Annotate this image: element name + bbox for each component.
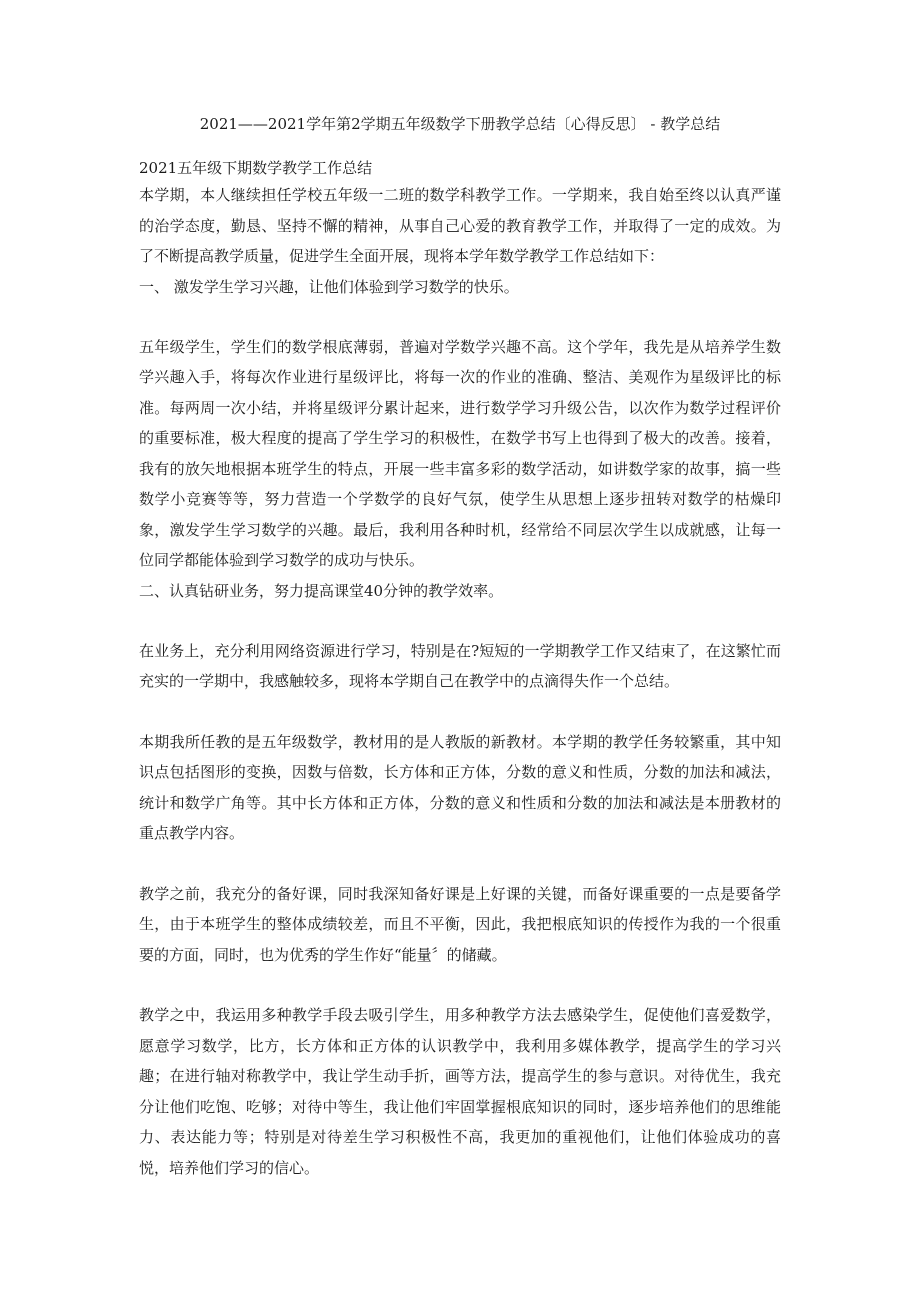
section-1-paragraph: 五年级学生，学生们的数学根底薄弱，普遍对学数学兴趣不高。这个学年，我先是从培养学生数学兴趣入手，将每次作业进行星级评比，将每一次的作业的准确、整洁、美观作为星级评比的标准。每两周一次小结，并将星级评分累计起来，进行数学学习升级公告，以次作为数学过程评价的重要标准，极大程度的提高了学生学习的积极性，在数学书写上也得到了极大的改善。接着，我有的放矢地根据本班学生的特点，开展一些丰富多彩的数学活动，如讲数学家的故事，搞一些数学小竞赛等等，努力营造一个学数学的良好气氛，使学生从思想上逐步扭转对数学的枯燥印象，激发学生学习数学的兴趣。最后，我利用各种时机，经常给不同层次学生以成就感，让每一位同学都能体验到学习数学的成功与快乐。	[139, 337, 781, 569]
section-2-paragraph-3: 教学之前，我充分的备好课，同时我深知备好课是上好课的关键，而备好课重要的一点是要备学生，由于本班学生的整体成绩较差，而且不平衡，因此，我把根底知识的传授作为我的一个很重要的方面，同时，也为优秀的学生作好“能量〞的储藏。	[139, 884, 781, 964]
document-subtitle: 2021五年级下期数学教学工作总结	[139, 159, 373, 177]
section-1-heading: 一、 激发学生学习兴趣，让他们体验到学习数学的快乐。	[139, 277, 519, 296]
section-2-paragraph-2: 本期我所任教的是五年级数学，教材用的是人教版的新教材。本学期的教学任务较繁重，其中知识点包括图形的变换，因数与倍数，长方体和正方体，分数的意义和性质，分数的加法和减法，统计和数学广角等。其中长方体和正方体，分数的意义和性质和分数的加法和减法是本册教材的重点教学内容。	[139, 732, 781, 842]
intro-paragraph: 本学期，本人继续担任学校五年级一二班的数学科教学工作。一学期来，我自始至终以认真严谨的治学态度，勤恳、坚持不懈的精神，从事自己心爱的教育教学工作，并取得了一定的成效。为了不断提高教学质量，促进学生全面开展，现将本学年数学教学工作总结如下：	[139, 186, 781, 265]
document-title: 2021——2021学年第2学期五年级数学下册教学总结〔心得反思〕 - 教学总结	[199, 115, 721, 133]
section-2-paragraph-4: 教学之中，我运用多种教学手段去吸引学生，用多种教学方法去感染学生，促使他们喜爱数学，愿意学习数学，比方，长方体和正方体的认识教学中，我利用多媒体教学，提高学生的学习兴趣；在进行轴对称教学中，我让学生动手折，画等方法，提高学生的参与意识。对待优生，我充分让他们吃饱、吃够；对待中等生，我让他们牢固掌握根底知识的同时，逐步培养他们的思维能力、表达能力等；特别是对待差生学习积极性不高，我更加的重视他们，让他们体验成功的喜悦，培养他们学习的信心。	[139, 1006, 781, 1177]
section-2-paragraph-1: 在业务上，充分利用网络资源进行学习，特别是在?短短的一学期教学工作又结束了，在这繁忙而充实的一学期中，我感触较多，现将本学期自己在教学中的点滴得失作一个总结。	[139, 641, 781, 690]
section-2-heading: 二、认真钻研业务，努力提高课堂40分钟的教学效率。	[139, 581, 504, 600]
document-page	[139, 112, 781, 1183]
